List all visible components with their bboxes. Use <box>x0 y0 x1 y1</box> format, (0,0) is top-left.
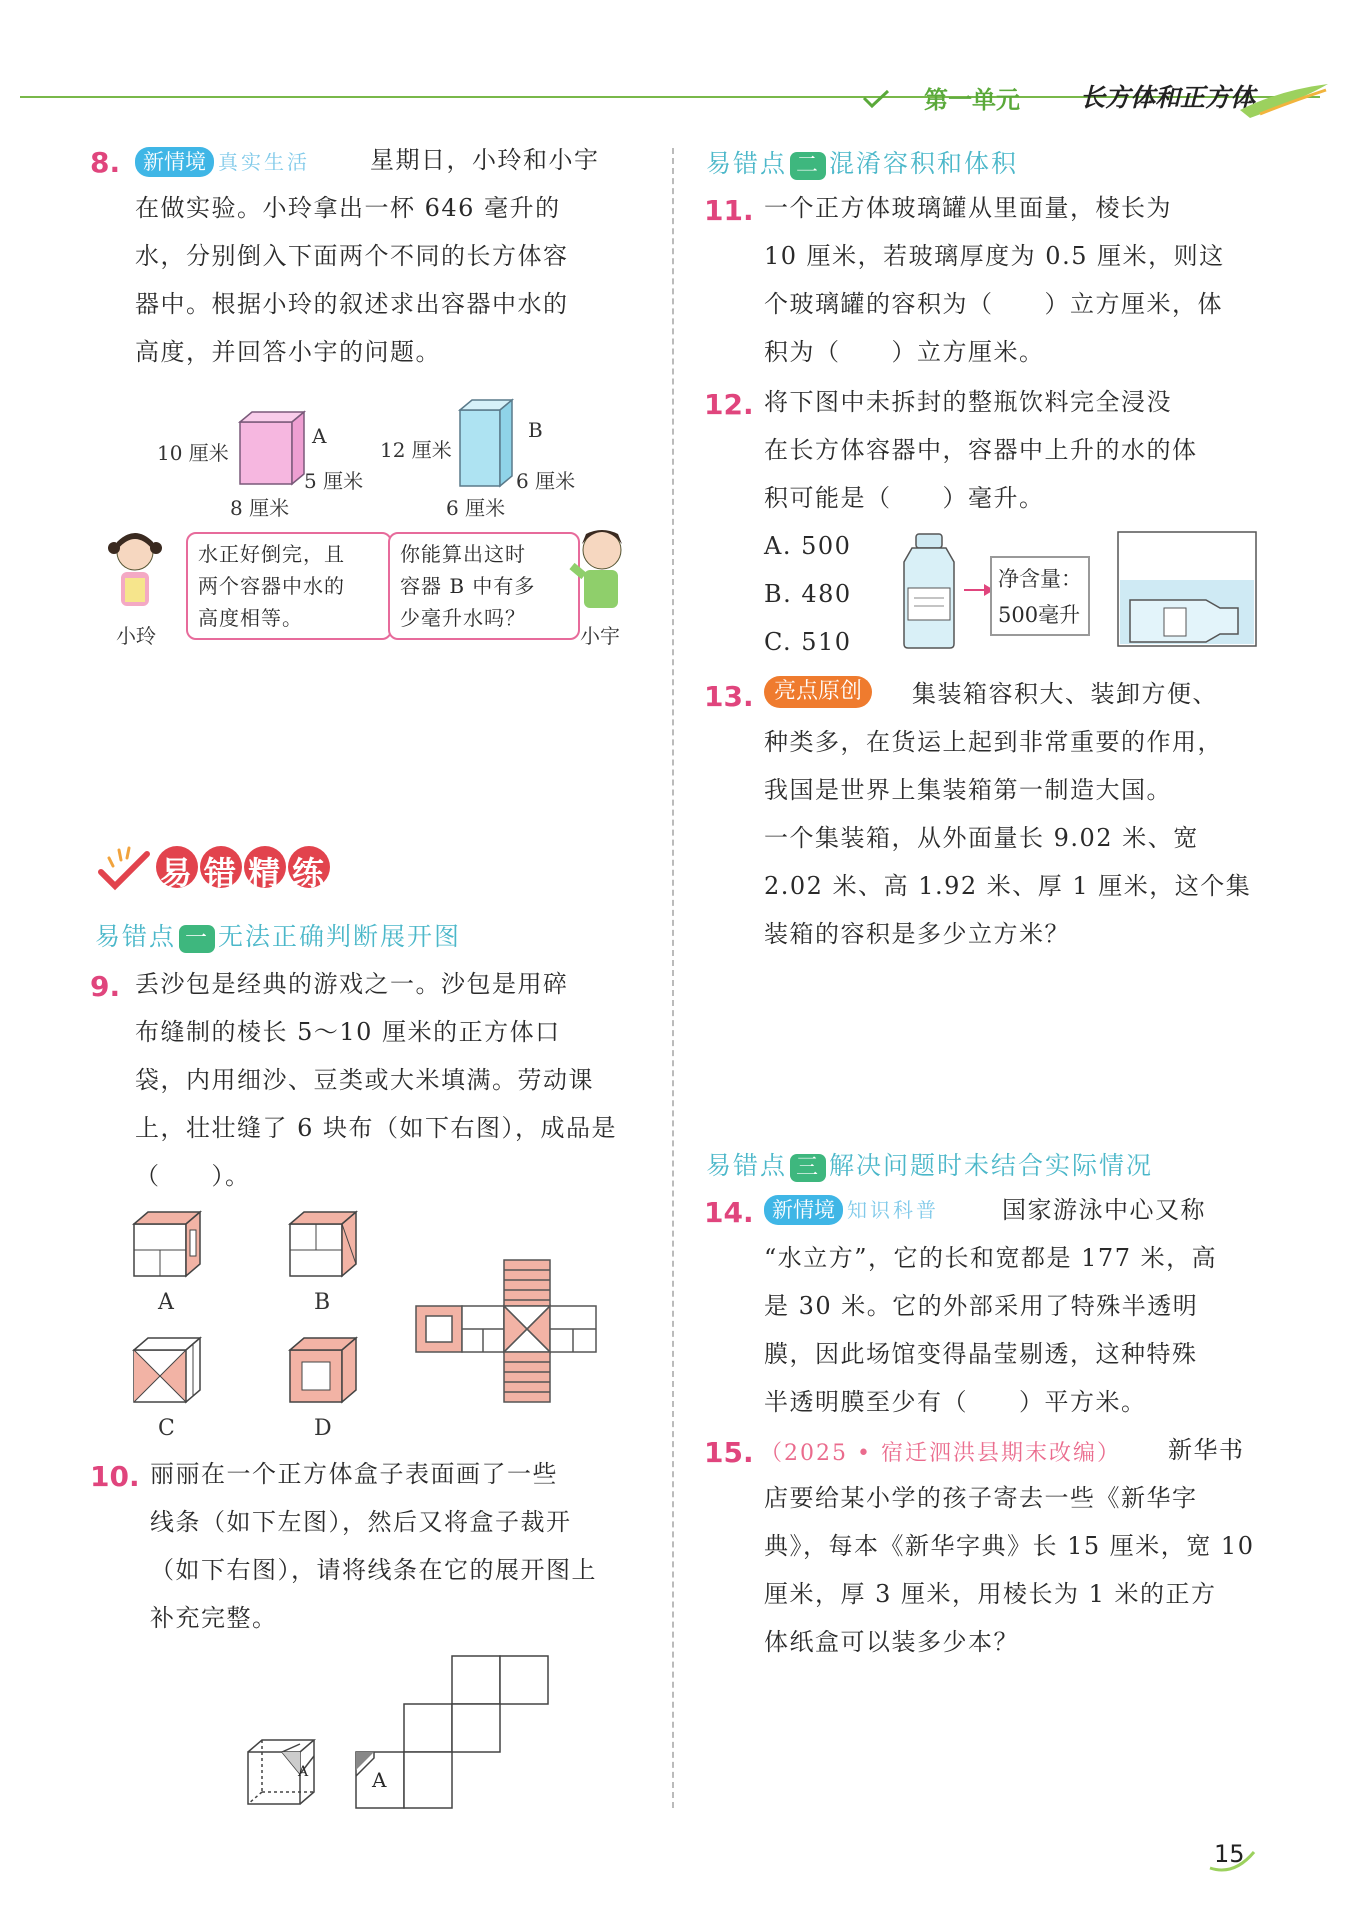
q12-option: A. 500 <box>764 532 852 560</box>
q15-line: 典》，每本《新华字典》长 15 厘米，宽 10 <box>764 1532 1255 1560</box>
option-label: B <box>314 1290 331 1315</box>
box-a-width: 5 厘米 <box>304 469 364 493</box>
q11-line: 一个正方体玻璃罐从里面量，棱长为 <box>764 194 1172 222</box>
container-a-figure <box>230 410 310 490</box>
q14-line: 是 30 米。它的外部采用了特殊半透明 <box>764 1292 1199 1320</box>
option-label: A <box>158 1290 174 1315</box>
q13-line: 装箱的容积是多少立方米？ <box>764 920 1070 948</box>
q10-line: 丽丽在一个正方体盒子表面画了一些 <box>150 1460 558 1488</box>
q15-line: 体纸盒可以装多少本？ <box>764 1628 1019 1656</box>
q14-tag <box>764 1194 939 1225</box>
q13-line: 集装箱容积大、装卸方便、 <box>912 680 1218 708</box>
q9-line: 布缝制的棱长 5～10 厘米的正方体口 <box>135 1018 561 1046</box>
tag-subtitle: 知识科普 <box>847 1198 939 1222</box>
error-point-text: 混淆容积和体积 <box>829 149 1019 178</box>
net-face-label: A <box>372 1768 387 1792</box>
error-point-number: 二 <box>790 152 826 180</box>
net-content-value: 500毫升 <box>998 603 1081 627</box>
q13-line: 一个集装箱，从外面量长 9.02 米、宽 <box>764 824 1199 852</box>
girl-speech-bubble <box>186 532 392 640</box>
q8-line: 水，分别倒入下面两个不同的长方体容 <box>135 242 569 270</box>
error-point-prefix: 易错点 <box>706 1151 788 1180</box>
q8-line: 器中。根据小玲的叙述求出容器中水的 <box>135 290 569 318</box>
cube-option-c <box>132 1336 204 1404</box>
error-point-2 <box>706 144 1018 180</box>
q10-line: （如下右图），请将线条在它的展开图上 <box>150 1556 597 1584</box>
q13-line: 我国是世界上集装箱第一制造大国。 <box>764 776 1172 804</box>
q11-line: 积为（ ）立方厘米。 <box>764 338 1045 366</box>
option-label: D <box>314 1416 332 1441</box>
error-point-prefix: 易错点 <box>706 149 788 178</box>
boy-illustration <box>566 522 636 618</box>
question-number: 9. <box>90 970 121 1003</box>
error-point-prefix: 易错点 <box>95 922 177 951</box>
error-point-number: 三 <box>790 1154 826 1182</box>
tag-new-context: 新情境 <box>764 1195 843 1225</box>
q12-line: 在长方体容器中，容器中上升的水的体 <box>764 436 1198 464</box>
boy-name: 小宇 <box>580 624 620 648</box>
question-number: 14. <box>704 1196 754 1229</box>
question-number: 11. <box>704 194 754 227</box>
girl-illustration <box>105 528 165 620</box>
q10-line: 线条（如下左图），然后又将盒子裁开 <box>150 1508 572 1536</box>
q8-tag <box>135 146 310 177</box>
q14-line: “水立方”，它的长和宽都是 177 米，高 <box>764 1244 1218 1272</box>
error-point-1 <box>95 917 461 953</box>
box-b-length: 6 厘米 <box>446 496 506 520</box>
tag-subtitle: 真实生活 <box>218 150 310 174</box>
q15-line: 店要给某小学的孩子寄去一些《新华字 <box>764 1484 1198 1512</box>
q8-line: 高度，并回答小宇的问题。 <box>135 338 441 366</box>
girl-name: 小玲 <box>116 624 156 648</box>
checkmark-burst-icon <box>95 846 155 896</box>
box-b-height: 12 厘米 <box>380 438 452 462</box>
question-number: 13. <box>704 680 754 713</box>
q10-line: 补充完整。 <box>150 1604 278 1632</box>
cube-face-label: A <box>298 1764 309 1780</box>
question-number: 12. <box>704 388 754 421</box>
question-number: 8. <box>90 146 121 179</box>
bubble-line: 容器 B 中有多 <box>400 574 536 598</box>
q9-line: （ ）。 <box>135 1162 251 1190</box>
section-banner-title: 易错精练 <box>160 854 337 892</box>
q14-line: 膜，因此场馆变得晶莹剔透，这种特殊 <box>764 1340 1198 1368</box>
question-number: 10. <box>90 1460 140 1493</box>
cube-net-figure <box>414 1258 604 1406</box>
q13-line: 2.02 米、高 1.92 米、厚 1 厘米，这个集 <box>764 872 1252 900</box>
q14-line: 国家游泳中心又称 <box>1002 1196 1206 1224</box>
page-number: 15 <box>1214 1840 1245 1868</box>
net-content-label: 净含量： <box>998 567 1082 591</box>
boy-speech-bubble <box>388 532 580 640</box>
chapter-title: 长方体和正方体 <box>1079 83 1255 112</box>
bubble-line: 水正好倒完，且 <box>198 542 345 566</box>
q14-line: 半透明膜至少有（ ）平方米。 <box>764 1388 1147 1416</box>
bubble-line: 少毫升水吗？ <box>400 606 526 630</box>
question-number: 15. <box>704 1436 754 1469</box>
q15-line: 厘米，厚 3 厘米，用棱长为 1 米的正方 <box>764 1580 1217 1608</box>
q9-line: 丢沙包是经典的游戏之一。沙包是用碎 <box>135 970 569 998</box>
tag-original: 亮点原创 <box>764 676 872 708</box>
unit-label: 第一单元 <box>924 86 1020 114</box>
box-a-label: A <box>312 424 327 448</box>
error-point-text: 无法正确判断展开图 <box>218 922 462 951</box>
box-b-width: 6 厘米 <box>516 469 576 493</box>
box-a-height: 10 厘米 <box>157 441 229 465</box>
error-point-text: 解决问题时未结合实际情况 <box>829 1151 1154 1180</box>
q8-line: 星期日，小玲和小宇 <box>370 146 600 174</box>
error-point-number: 一 <box>179 925 215 953</box>
q13-tag <box>764 676 872 708</box>
box-b-label: B <box>528 418 543 442</box>
q11-line: 个玻璃罐的容积为（ ）立方厘米，体 <box>764 290 1223 318</box>
q12-option: B. 480 <box>764 580 852 608</box>
question-source: （2025 • 宿迁泗洪县期末改编） <box>760 1441 1121 1466</box>
column-divider <box>672 148 674 1808</box>
bottle-icon <box>894 532 964 650</box>
q9-line: 上，壮壮缝了 6 块布（如下右图），成品是 <box>135 1114 618 1142</box>
box-a-length: 8 厘米 <box>230 496 290 520</box>
bubble-line: 高度相等。 <box>198 606 303 630</box>
check-icon <box>862 88 892 114</box>
q12-line: 积可能是（ ）毫升。 <box>764 484 1045 512</box>
q15-line: 新华书 <box>1168 1436 1245 1464</box>
tag-new-context: 新情境 <box>135 147 214 177</box>
bubble-line: 你能算出这时 <box>400 542 526 566</box>
cube-option-a <box>132 1210 204 1278</box>
error-point-3 <box>706 1146 1153 1182</box>
option-label: C <box>158 1416 175 1441</box>
cube-option-d <box>288 1336 360 1404</box>
q12-line: 将下图中未拆封的整瓶饮料完全浸没 <box>764 388 1172 416</box>
q8-line: 在做实验。小玲拿出一杯 646 毫升的 <box>135 194 561 222</box>
q13-line: 种类多，在货运上起到非常重要的作用， <box>764 728 1223 756</box>
q11-line: 10 厘米，若玻璃厚度为 0.5 厘米，则这 <box>764 242 1225 270</box>
q9-line: 袋，内用细沙、豆类或大米填满。劳动课 <box>135 1066 594 1094</box>
cube-option-b <box>288 1210 360 1278</box>
q12-option: C. 510 <box>764 628 852 656</box>
container-with-bottle-figure <box>1116 530 1260 650</box>
bubble-line: 两个容器中水的 <box>198 574 345 598</box>
swoosh-decoration <box>1240 80 1330 124</box>
container-b-figure <box>456 398 518 490</box>
